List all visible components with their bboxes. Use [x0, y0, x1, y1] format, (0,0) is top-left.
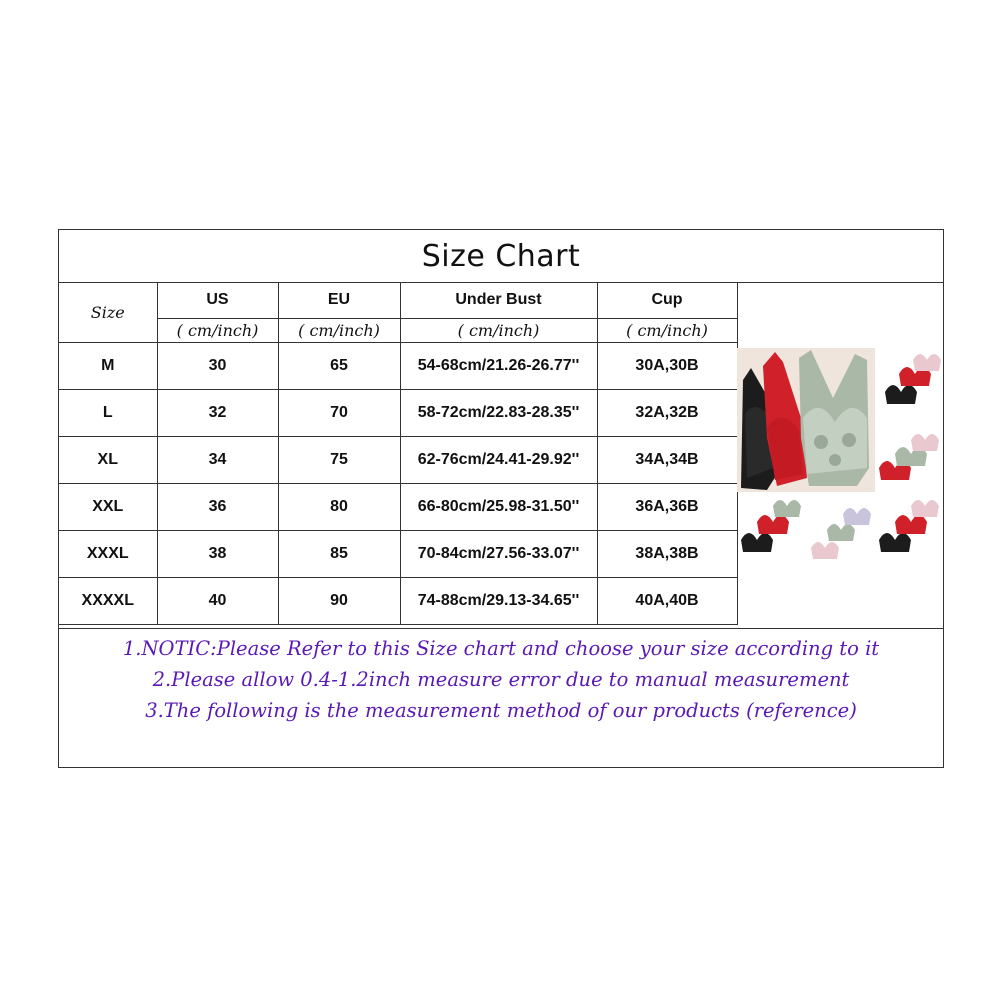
- size-cell: XL: [59, 437, 157, 484]
- note-line: 1.NOTIC:Please Refer to this Size chart and choose your size according to it: [122, 637, 880, 660]
- table-row: [59, 484, 737, 531]
- under-bust-cell: 70-84cm/27.56-33.07'': [400, 531, 597, 578]
- under-bust-cell: 62-76cm/24.41-29.92'': [400, 437, 597, 484]
- us-cell: 32: [157, 390, 278, 437]
- under-bust-cell: 58-72cm/22.83-28.35'': [400, 390, 597, 437]
- cup-cell: 32A,32B: [597, 390, 737, 437]
- us-cell: 30: [157, 343, 278, 390]
- under-bust-cell: 74-88cm/29.13-34.65'': [400, 578, 597, 625]
- us-cell: 36: [157, 484, 278, 531]
- cup-cell: 34A,34B: [597, 437, 737, 484]
- size-cell: XXXXL: [59, 578, 157, 625]
- size-cell: L: [59, 390, 157, 437]
- size-chart-panel: [58, 229, 944, 768]
- cup-cell: 40A,40B: [597, 578, 737, 625]
- bra-product-collage-icon: [737, 318, 943, 600]
- cup-unit-label: ( cm/inch): [597, 319, 737, 343]
- note-line: 3.The following is the measurement method of our products (reference): [145, 699, 857, 722]
- under-bust-cell: 54-68cm/21.26-26.77'': [400, 343, 597, 390]
- table-row: [59, 578, 737, 625]
- us-cell: 38: [157, 531, 278, 578]
- table-row: [59, 390, 737, 437]
- size-cell: XXXL: [59, 531, 157, 578]
- size-column-header: Size: [59, 282, 157, 343]
- size-cell: M: [59, 343, 157, 390]
- under-bust-column-header: Under Bust: [400, 282, 597, 319]
- under-bust-cell: 66-80cm/25.98-31.50'': [400, 484, 597, 531]
- eu-cell: 85: [278, 531, 400, 578]
- eu-column-header: EU: [278, 282, 400, 319]
- size-table: [59, 282, 738, 625]
- under-bust-unit-label: ( cm/inch): [400, 319, 597, 343]
- cup-column-header: Cup: [597, 282, 737, 319]
- chart-title: Size Chart: [59, 230, 943, 283]
- cup-cell: 30A,30B: [597, 343, 737, 390]
- note-line: 2.Please allow 0.4-1.2inch measure error due to manual measurement: [152, 668, 850, 691]
- size-cell: XXL: [59, 484, 157, 531]
- eu-cell: 80: [278, 484, 400, 531]
- us-unit-label: ( cm/inch): [157, 319, 278, 343]
- eu-cell: 75: [278, 437, 400, 484]
- cup-cell: 38A,38B: [597, 531, 737, 578]
- cup-cell: 36A,36B: [597, 484, 737, 531]
- eu-unit-label: ( cm/inch): [278, 319, 400, 343]
- eu-cell: 65: [278, 343, 400, 390]
- eu-cell: 70: [278, 390, 400, 437]
- table-row: [59, 343, 737, 390]
- us-cell: 34: [157, 437, 278, 484]
- us-column-header: US: [157, 282, 278, 319]
- notes-section: [59, 628, 943, 726]
- table-row: [59, 531, 737, 578]
- table-row: [59, 437, 737, 484]
- us-cell: 40: [157, 578, 278, 625]
- eu-cell: 90: [278, 578, 400, 625]
